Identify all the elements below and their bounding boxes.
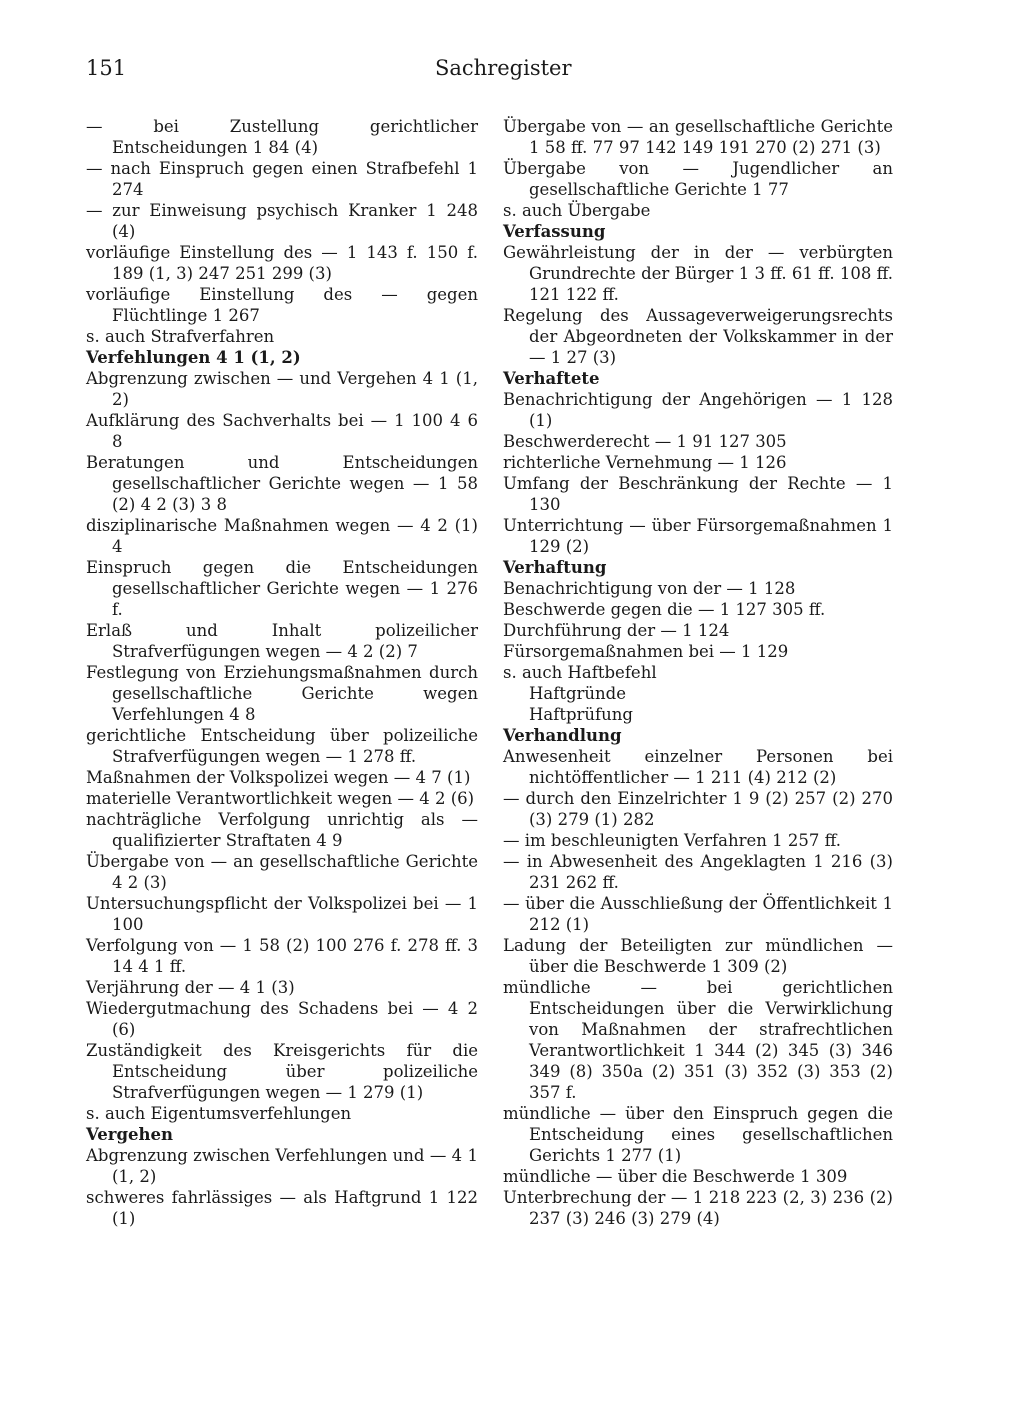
index-entry: — über die Ausschließung der Öffentlichkeit 1 212 (1)	[503, 894, 893, 934]
index-entry: Übergabe von — Jugendlicher an gesellschaftliche Gerichte 1 77	[503, 159, 893, 199]
index-entry: vorläufige Einstellung des — gegen Flüchtlinge 1 267	[86, 285, 478, 325]
index-entry: Zuständigkeit des Kreisgerichts für die Entscheidung über polizeiliche Strafverfügungen wegen — 1 279 (1)	[86, 1041, 478, 1102]
index-entry: Untersuchungspflicht der Volkspolizei bei — 1 100	[86, 894, 478, 934]
index-entry: disziplinarische Maßnahmen wegen — 4 2 (1) 4	[86, 516, 478, 556]
index-entry: nachträgliche Verfolgung unrichtig als — qualifizierter Straftaten 4 9	[86, 810, 478, 850]
index-entry: vorläufige Einstellung des — 1 143 f. 150 f. 189 (1, 3) 247 251 299 (3)	[86, 243, 478, 283]
index-entry: — zur Einweisung psychisch Kranker 1 248 (4)	[86, 201, 478, 241]
page-header	[0, 56, 1024, 86]
index-entry: Abgrenzung zwischen Verfehlungen und — 4 1 (1, 2)	[86, 1146, 478, 1186]
index-entry: schweres fahrlässiges — als Haftgrund 1 122 (1)	[86, 1188, 478, 1228]
index-entry: Verfolgung von — 1 58 (2) 100 276 f. 278 ff. 3 14 4 1 ff.	[86, 936, 478, 976]
index-entry: — im beschleunigten Verfahren 1 257 ff.	[503, 831, 841, 850]
index-entry: Übergabe von — an gesellschaftliche Gerichte 1 58 ff. 77 97 142 149 191 270 (2) 271 (3)	[503, 117, 893, 157]
index-entry: Gewährleistung der in der — verbürgten Grundrechte der Bürger 1 3 ff. 61 ff. 108 ff. 121 122 ff.	[503, 243, 893, 304]
right-index-column	[503, 116, 893, 1229]
index-entry: Haftgründe	[529, 684, 626, 703]
index-entry: s. auch Strafverfahren	[86, 327, 275, 346]
index-entry: Beschwerderecht — 1 91 127 305	[503, 432, 787, 451]
index-entry: Erlaß und Inhalt polizeilicher Strafverfügungen wegen — 4 2 (2) 7	[86, 621, 478, 661]
page-title: Sachregister	[435, 56, 572, 80]
index-entry: mündliche — über die Beschwerde 1 309	[503, 1167, 848, 1186]
page-number: 151	[86, 56, 127, 80]
index-heading: Vergehen	[86, 1125, 174, 1144]
index-entry: Unterrichtung — über Fürsorgemaßnahmen 1 129 (2)	[503, 516, 893, 556]
index-entry: — durch den Einzelrichter 1 9 (2) 257 (2) 270 (3) 279 (1) 282	[503, 789, 893, 829]
index-entry: Durchführung der — 1 124	[503, 621, 730, 640]
index-entry: gerichtliche Entscheidung über polizeiliche Strafverfügungen wegen — 1 278 ff.	[86, 726, 478, 766]
index-entry: Einspruch gegen die Entscheidungen gesellschaftlicher Gerichte wegen — 1 276 f.	[86, 558, 478, 619]
index-entry: Umfang der Beschränkung der Rechte — 1 130	[503, 474, 893, 514]
index-entry: materielle Verantwortlichkeit wegen — 4 2 (6)	[86, 789, 475, 808]
index-entry: — bei Zustellung gerichtlicher Entscheidungen 1 84 (4)	[86, 117, 478, 157]
index-entry: mündliche — über den Einspruch gegen die Entscheidung eines gesellschaftlichen Gerichts 1 277 (1)	[503, 1104, 893, 1165]
index-heading: Verhaftete	[503, 369, 600, 388]
index-entry: Wiedergutmachung des Schadens bei — 4 2 (6)	[86, 999, 478, 1039]
index-entry: — nach Einspruch gegen einen Strafbefehl 1 274	[86, 159, 478, 199]
index-heading: Verhaftung	[503, 558, 607, 577]
index-entry: Beschwerde gegen die — 1 127 305 ff.	[503, 600, 826, 619]
index-entry: Aufklärung des Sachverhalts bei — 1 100 4 6 8	[86, 411, 478, 451]
index-entry: Regelung des Aussageverweigerungsrechts der Abgeordneten der Volkskammer in der — 1 27 (3)	[503, 306, 893, 367]
index-entry: richterliche Vernehmung — 1 126	[503, 453, 787, 472]
index-entry: Fürsorgemaßnahmen bei — 1 129	[503, 642, 789, 661]
index-entry: Ladung der Beteiligten zur mündlichen — über die Beschwerde 1 309 (2)	[503, 936, 893, 976]
index-heading: Verhandlung	[503, 726, 622, 745]
index-entry: mündliche — bei gerichtlichen Entscheidungen über die Verwirklichung von Maßnahmen der strafrechtlichen Verantwortlichkeit 1 344 (2) 345 (3) 346 349 (8) 350a (2) 351 (3) 352 (3) 353 (2) 357 f.	[503, 978, 893, 1102]
index-heading: Verfassung	[503, 222, 606, 241]
index-entry: Haftprüfung	[529, 705, 633, 724]
index-entry: Beratungen und Entscheidungen gesellschaftlicher Gerichte wegen — 1 58 (2) 4 2 (3) 3 8	[86, 453, 478, 514]
index-entry: Unterbrechung der — 1 218 223 (2, 3) 236 (2) 237 (3) 246 (3) 279 (4)	[503, 1188, 893, 1228]
left-index-column	[86, 116, 478, 1229]
index-entry: s. auch Eigentumsverfehlungen	[86, 1104, 352, 1123]
index-entry: Benachrichtigung von der — 1 128	[503, 579, 796, 598]
index-entry: Abgrenzung zwischen — und Vergehen 4 1 (1, 2)	[86, 369, 478, 409]
index-entry: Maßnahmen der Volkspolizei wegen — 4 7 (1)	[86, 768, 471, 787]
index-entry: Anwesenheit einzelner Personen bei nichtöffentlicher — 1 211 (4) 212 (2)	[503, 747, 893, 787]
index-entry: Verjährung der — 4 1 (3)	[86, 978, 295, 997]
index-entry: s. auch Übergabe	[503, 201, 651, 220]
index-entry: Übergabe von — an gesellschaftliche Gerichte 4 2 (3)	[86, 852, 478, 892]
index-entry: — in Abwesenheit des Angeklagten 1 216 (3) 231 262 ff.	[503, 852, 893, 892]
index-heading: Verfehlungen 4 1 (1, 2)	[86, 348, 301, 367]
index-entry: Benachrichtigung der Angehörigen — 1 128 (1)	[503, 390, 893, 430]
index-entry: s. auch Haftbefehl	[503, 663, 657, 682]
index-entry: Festlegung von Erziehungsmaßnahmen durch gesellschaftliche Gerichte wegen Verfehlungen 4 8	[86, 663, 478, 724]
